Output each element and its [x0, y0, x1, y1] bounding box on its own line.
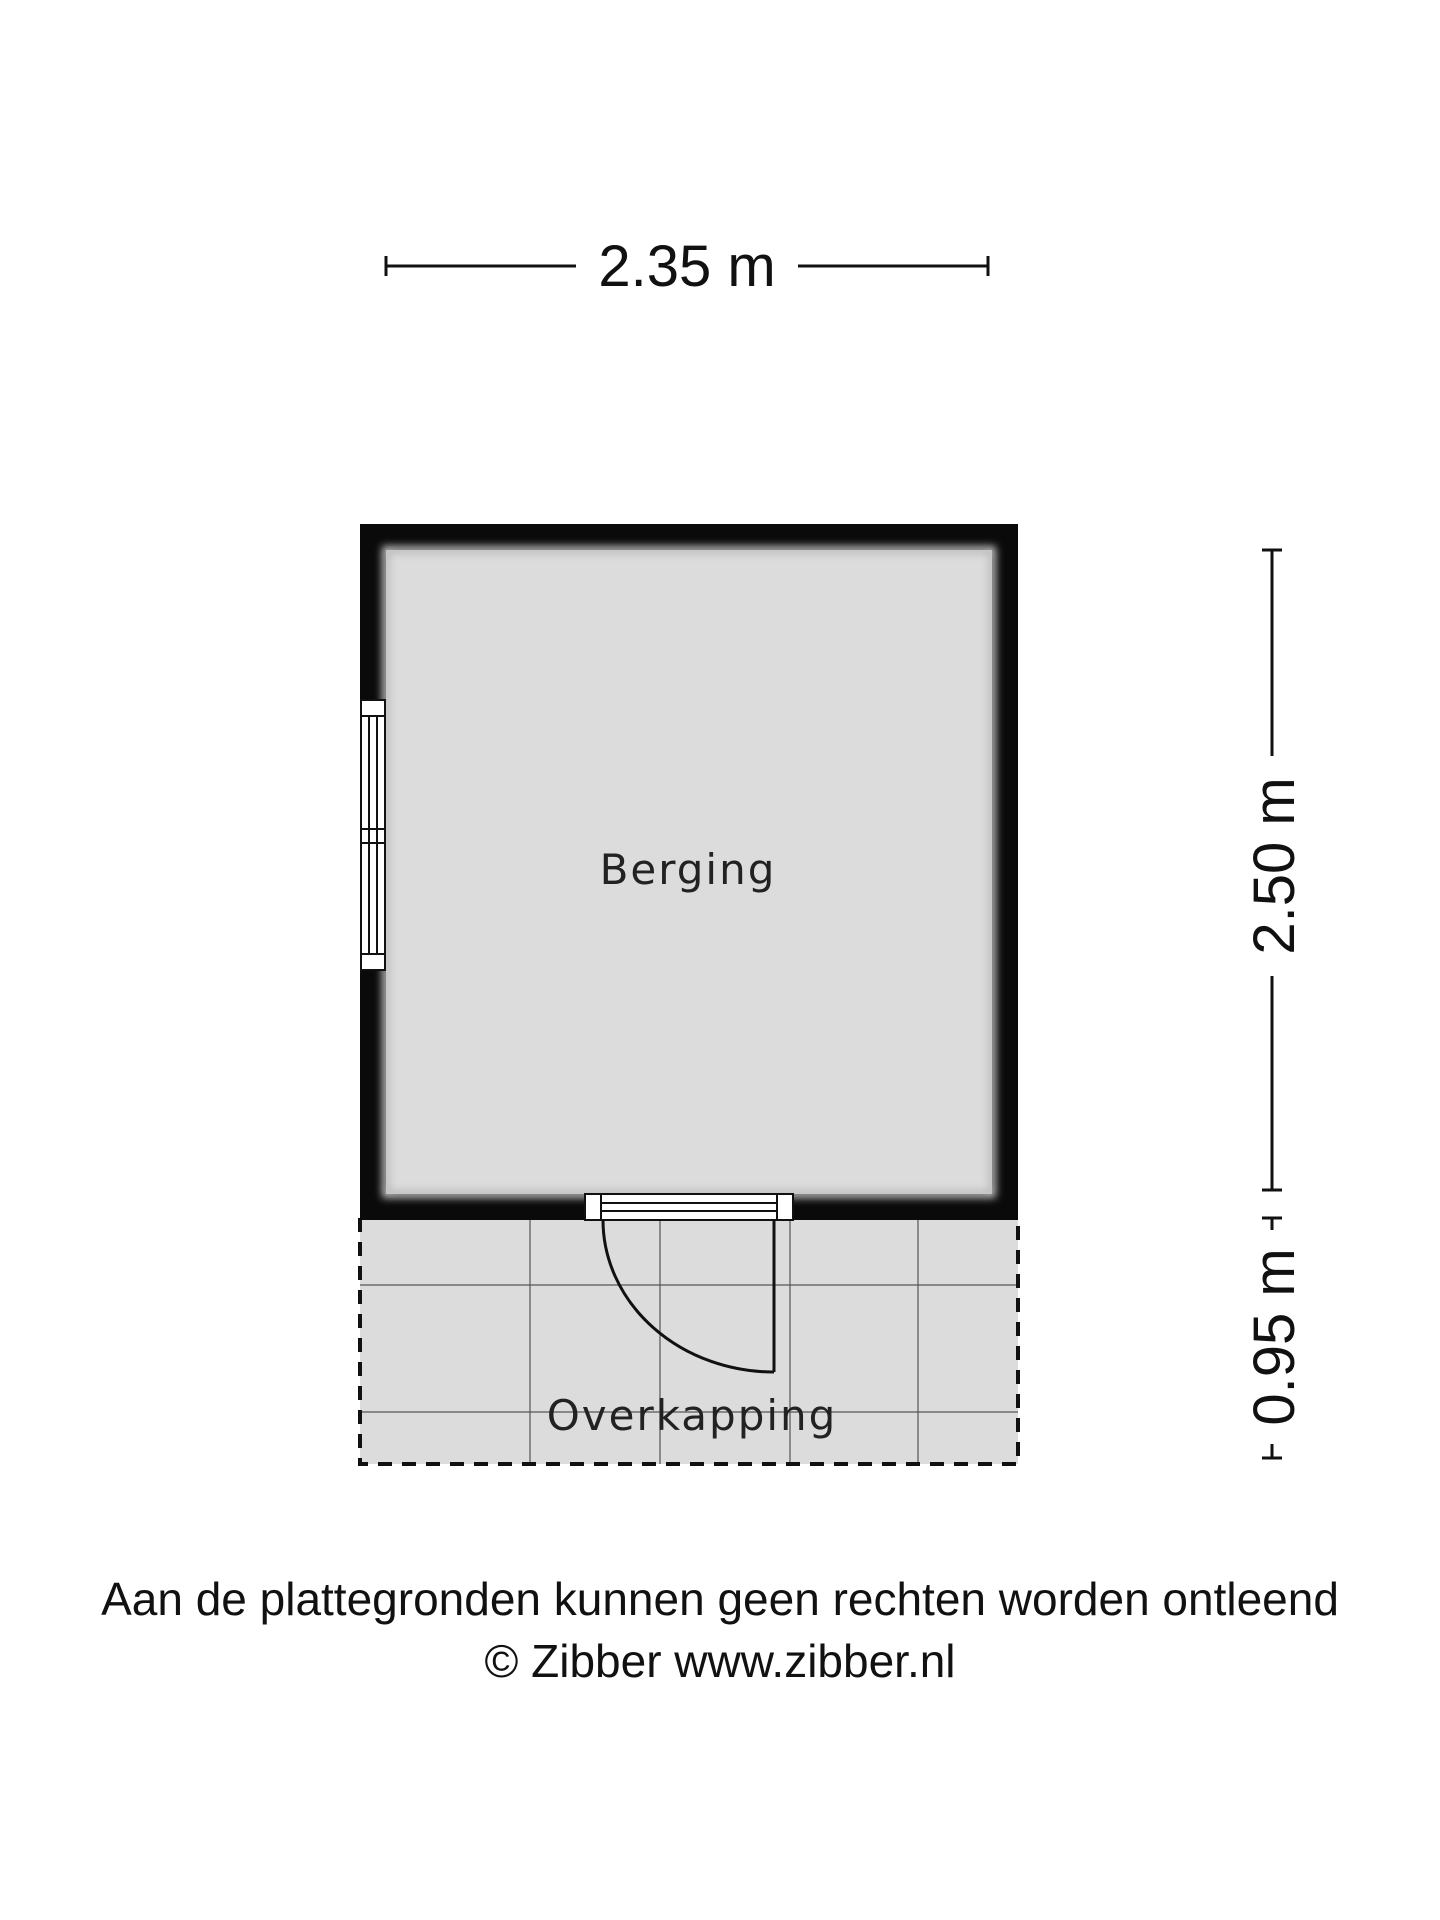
room-label-berging: Berging	[599, 845, 777, 894]
copyright-text: © Zibber www.zibber.nl	[484, 1635, 956, 1687]
dimension-height-overkapping-label: 0.95 m	[1242, 1248, 1307, 1426]
dimension-height-berging-label: 2.50 m	[1242, 777, 1307, 955]
window-left	[361, 700, 385, 970]
dimension-width-label: 2.35 m	[598, 234, 776, 299]
room-label-overkapping: Overkapping	[546, 1391, 838, 1440]
disclaimer-text: Aan de plattegronden kunnen geen rechten worden ontleend	[101, 1573, 1339, 1625]
